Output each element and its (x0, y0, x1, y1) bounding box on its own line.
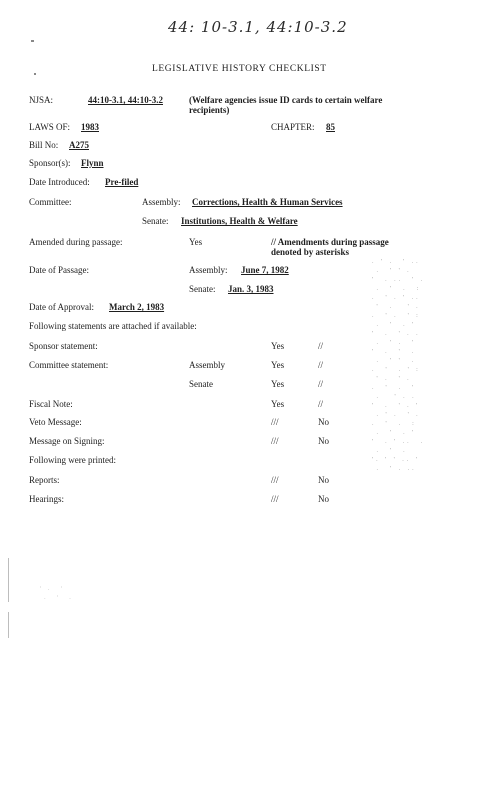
handwritten-header: 44: 10-3.1, 44:10-3.2 (168, 18, 348, 36)
fiscal-note-mark: // (318, 399, 324, 409)
committee-statement-senate-value: Yes (271, 379, 285, 389)
chapter-label: CHAPTER: (271, 122, 315, 132)
message-on-signing-label: Message on Signing: (29, 436, 105, 446)
message-on-signing-value: /// (271, 436, 279, 446)
date-introduced-label: Date Introduced: (29, 177, 90, 187)
committee-statement-assembly: Assembly (189, 360, 225, 370)
margin-mark (8, 612, 9, 638)
reports-mark: No (318, 475, 329, 485)
bill-no-label: Bill No: (29, 140, 59, 150)
scan-noise: ' . ' . ' . (40, 587, 74, 601)
sponsors-value: Flynn (81, 158, 104, 168)
approval-label: Date of Approval: (29, 302, 94, 312)
fiscal-note-label: Fiscal Note: (29, 399, 73, 409)
committee-statement-assembly-mark: // (318, 360, 324, 370)
sponsor-statement-label: Sponsor statement: (29, 341, 98, 351)
hearings-label: Hearings: (29, 494, 64, 504)
veto-message-mark: No (318, 417, 329, 427)
sponsor-statement-value: Yes (271, 341, 285, 351)
message-on-signing-mark: No (318, 436, 329, 446)
chapter-value: 85 (326, 122, 335, 132)
passage-assembly-value: June 7, 1982 (241, 265, 289, 275)
scan-noise: . ' . ' .. . ' ' . ' . .. ' . . ' . : . ' . ' .. ' . ' . . ' . ' : . ' . ' ' . ' . . . ' . ' ' . ' . . ' ' . . ' . ' : ' . ' . . ' . ' . ' . . ' . ' . ' . ' . ' . . ' . : . ' . ' ' . ' .. . . ' . '. ' ' .. ' . ' . .. (372, 259, 426, 472)
passage-label: Date of Passage: (29, 265, 89, 275)
njsa-label: NJSA: (29, 95, 54, 105)
scan-speck (34, 73, 36, 75)
approval-value: March 2, 1983 (109, 302, 165, 312)
veto-message-value: /// (271, 417, 279, 427)
date-introduced-value: Pre-filed (105, 177, 139, 187)
committee-senate-value: Institutions, Health & Welfare (181, 216, 298, 226)
margin-mark (8, 558, 9, 602)
reports-label: Reports: (29, 475, 60, 485)
hearings-value: /// (271, 494, 279, 504)
amended-label: Amended during passage: (29, 237, 123, 247)
njsa-value: 44:10-3.1, 44:10-3.2 (88, 95, 163, 105)
attached-heading: Following statements are attached if available: (29, 321, 197, 331)
printed-heading: Following were printed: (29, 455, 116, 465)
sponsors-label: Sponsor(s): (29, 158, 71, 168)
committee-label: Committee: (29, 197, 72, 207)
committee-senate-label: Senate: (142, 216, 169, 226)
laws-of-value: 1983 (81, 122, 99, 132)
hearings-mark: No (318, 494, 329, 504)
bill-no-value: A275 (69, 140, 89, 150)
committee-statement-senate-mark: // (318, 379, 324, 389)
njsa-description: (Welfare agencies issue ID cards to certain welfare recipients) (189, 95, 383, 115)
committee-assembly-label: Assembly: (142, 197, 181, 207)
amended-note: // Amendments during passage denoted by asterisks (271, 237, 389, 257)
amended-value: Yes (189, 237, 203, 247)
committee-assembly-value: Corrections, Health & Human Services (192, 197, 343, 207)
passage-assembly-label: Assembly: (189, 265, 228, 275)
veto-message-label: Veto Message: (29, 417, 82, 427)
page-title: LEGISLATIVE HISTORY CHECKLIST (152, 64, 327, 74)
reports-value: /// (271, 475, 279, 485)
committee-statement-label: Committee statement: (29, 360, 109, 370)
scan-speck (31, 40, 34, 42)
sponsor-statement-mark: // (318, 341, 324, 351)
passage-senate-label: Senate: (189, 284, 216, 294)
laws-of-label: LAWS OF: (29, 122, 71, 132)
fiscal-note-value: Yes (271, 399, 285, 409)
passage-senate-value: Jan. 3, 1983 (228, 284, 274, 294)
committee-statement-assembly-value: Yes (271, 360, 285, 370)
committee-statement-senate: Senate (189, 379, 213, 389)
